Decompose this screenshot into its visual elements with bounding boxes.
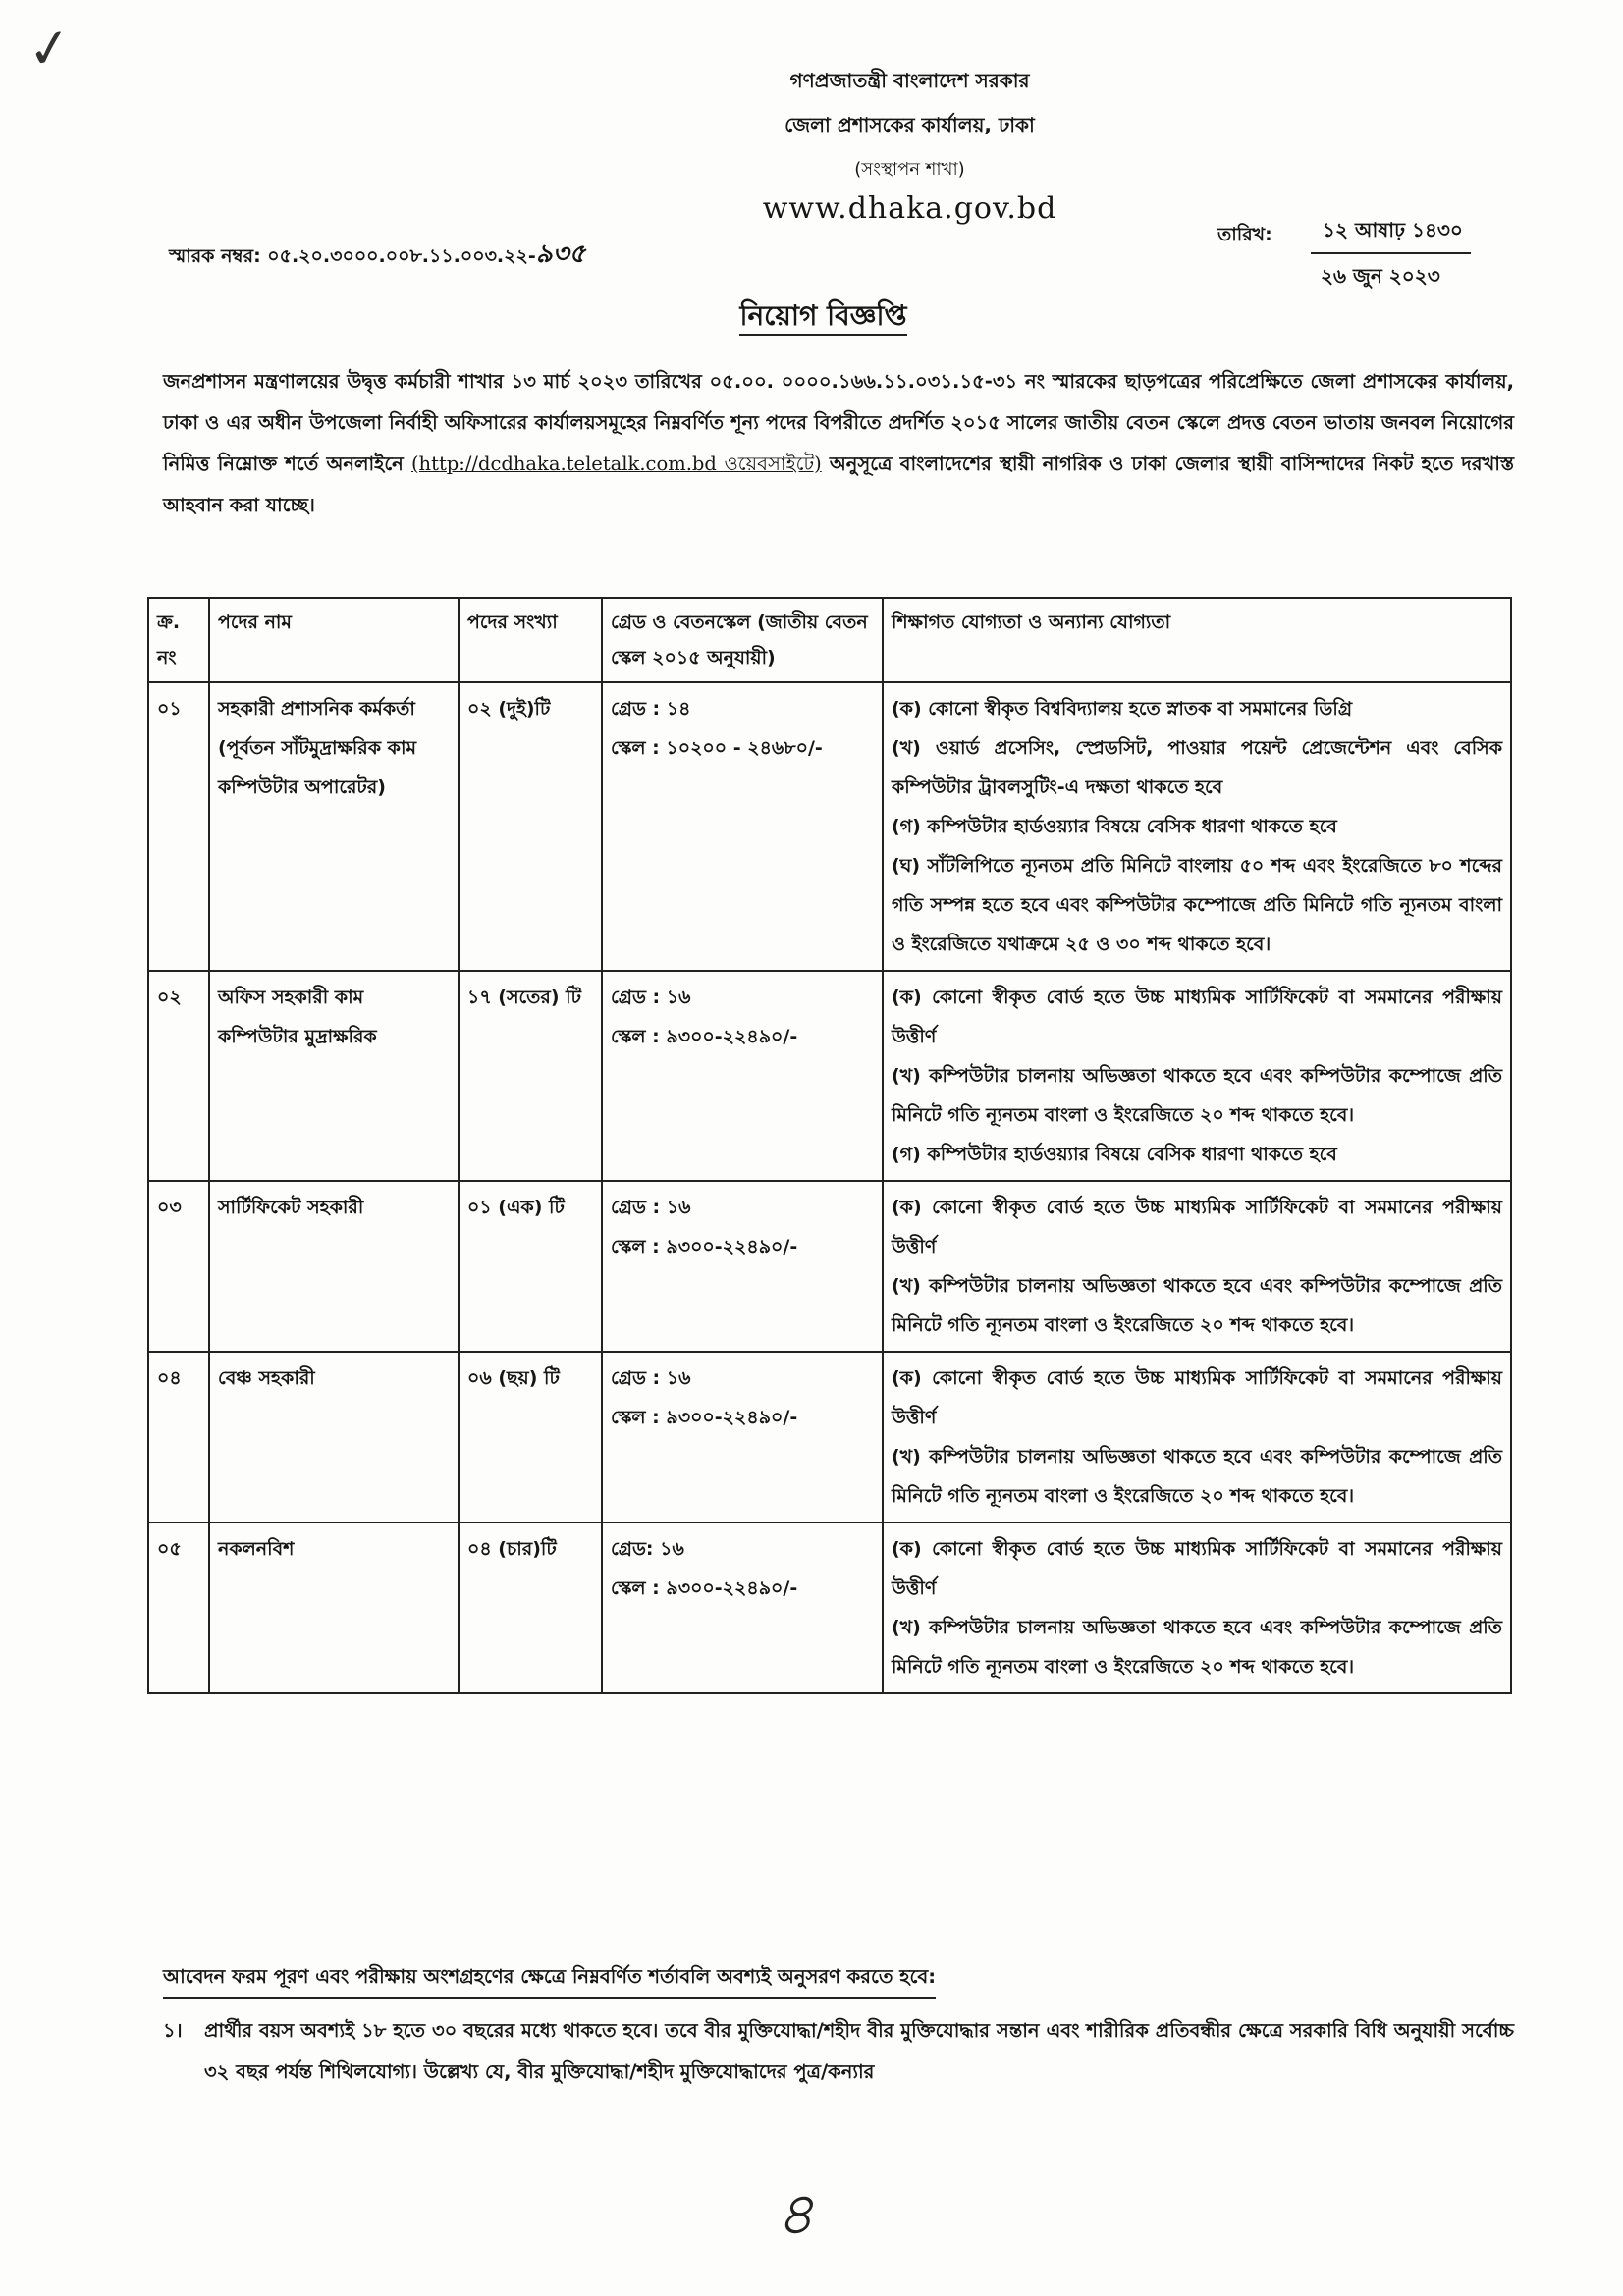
table-row <box>148 1522 1511 1693</box>
cell-post-count: ০৬ (ছয়) টি <box>459 1352 602 1522</box>
table-row <box>148 1352 1511 1522</box>
notice-title: নিয়োগ বিজ্ঞপ্তি <box>0 294 1623 341</box>
check-mark-icon: ✓ <box>23 15 77 82</box>
cell-grade-scale <box>602 1181 883 1352</box>
table-body <box>148 682 1511 1693</box>
cell-qualification <box>883 682 1511 971</box>
header-qualification: শিক্ষাগত যোগ্যতা ও অন্যান্য যোগ্যতা <box>883 598 1511 682</box>
cell-qualification <box>883 1352 1511 1522</box>
date-label: তারিখ: <box>1217 224 1272 245</box>
pay-scale: স্কেল : ৯৩০০-২২৪৯০/- <box>611 1407 798 1428</box>
cell-post-name: সহকারী প্রশাসনিক কর্মকর্তা (পূর্বতন সাঁটমুদ্রাক্ষরিক কাম কম্পিউটার অপারেটর) <box>209 682 459 971</box>
grade: গ্রেড : ১৬ <box>611 1367 691 1389</box>
qualification-item: (খ) কম্পিউটার চালনায় অভিজ্ঞতা থাকতে হবে এবং কম্পিউটার কম্পোজে প্রতি মিনিটে গতি ন্যূনতম বাংলা ও ইংরেজিতে ২০ শব্দ থাকতে হবে। <box>892 1275 1502 1336</box>
cell-post-name: বেঞ্চ সহকারী <box>209 1352 459 1522</box>
pay-scale: স্কেল : ৯৩০০-২২৪৯০/- <box>611 1577 798 1599</box>
cell-serial: ০৫ <box>148 1522 209 1693</box>
qualification-item: (ক) কোনো স্বীকৃত বোর্ড হতে উচ্চ মাধ্যমিক সার্টিফিকেট বা সমমানের পরীক্ষায় উত্তীর্ণ <box>892 987 1502 1047</box>
cell-grade-scale <box>602 682 883 971</box>
cell-grade-scale <box>602 971 883 1181</box>
pay-scale: স্কেল : ১০২০০ - ২৪৬৮০/- <box>611 737 823 759</box>
cell-qualification <box>883 971 1511 1181</box>
grade: গ্রেড : ১৪ <box>611 698 691 720</box>
table-row <box>148 1181 1511 1352</box>
qualification-item: (ক) কোনো স্বীকৃত বোর্ড হতে উচ্চ মাধ্যমিক সার্টিফিকেট বা সমমানের পরীক্ষায় উত্তীর্ণ <box>892 1367 1502 1428</box>
conditions-heading: আবেদন ফরম পূরণ এবং পরীক্ষায় অংশগ্রহণের ক্ষেত্রে নিম্নবর্ণিত শর্তাবলি অবশ্যই অনুসরণ করতে হবে: <box>163 1963 936 1999</box>
condition-item <box>163 2010 1514 2093</box>
condition-text: প্রার্থীর বয়স অবশ্যই ১৮ হতে ৩০ বছরের মধ্যে থাকতে হবে। তবে বীর মুক্তিযোদ্ধা/শহীদ বীর মুক্তিযোদ্ধার সন্তান এবং শারীরিক প্রতিবন্ধীর ক্ষেত্রে সরকারি বিধি অনুযায়ী সর্বোচ্চ ৩২ বছর পর্যন্ত শিথিলযোগ্য। উল্লেখ্য যে, বীর মুক্তিযোদ্ধা/শহীদ মুক্তিযোদ্ধাদের পুত্র/কন্যার <box>204 2019 1514 2083</box>
header-post-count: পদের সংখ্যা <box>459 598 602 682</box>
grade: গ্রেড : ১৬ <box>611 987 691 1008</box>
qualification-item: (গ) কম্পিউটার হার্ডওয়্যার বিষয়ে বেসিক ধারণা থাকতে হবে <box>892 816 1337 837</box>
date-english: ২৬ জুন ২০২৩ <box>1321 264 1440 288</box>
office-name: জেলা প্রশাসকের কার্যালয়, ঢাকা <box>784 113 1035 136</box>
intro-text-1: জনপ্রশাসন মন্ত্রণালয়ের উদ্বৃত্ত কর্মচারী শাখার ১৩ মার্চ ২০২৩ তারিখের ০৫.০০. ০০০০.১৬৬.১১.০৩১.১৫-৩১ নং স্মারকের ছাড়পত্রের পরিপ্রেক্ষিতে জেলা প্রশাসকের কার্যালয়, ঢাকা ও এর অধীন উপজেলা নির্বাহী অফিসারের কার্যালয়সমূহের নিম্নবর্ণিত শূন্য পদের বিপরীতে প্রদর্শিত ২০১৫ সালের জাতীয় বেতন স্কেলে প্রদত্ত বেতন ভাতায় জনবল নিয়োগের নিমিত্ত নিম্নোক্ত শর্তে অনলাইনে <box>163 370 1514 475</box>
cell-post-count: ০৪ (চার)টি <box>459 1522 602 1693</box>
qualification-item: (খ) কম্পিউটার চালনায় অভিজ্ঞতা থাকতে হবে এবং কম্পিউটার কম্পোজে প্রতি মিনিটে গতি ন্যূনতম বাংলা ও ইংরেজিতে ২০ শব্দ থাকতে হবে। <box>892 1065 1502 1126</box>
cell-serial: ০২ <box>148 971 209 1181</box>
cell-post-name: সার্টিফিকেট সহকারী <box>209 1181 459 1352</box>
qualification-item: (খ) কম্পিউটার চালনায় অভিজ্ঞতা থাকতে হবে এবং কম্পিউটার কম্পোজে প্রতি মিনিটে গতি ন্যূনতম বাংলা ও ইংরেজিতে ২০ শব্দ থাকতে হবে। <box>892 1617 1502 1678</box>
cell-post-count: ০১ (এক) টি <box>459 1181 602 1352</box>
application-link[interactable]: (http://dcdhaka.teletalk.com.bd ওয়েবসাইটে) <box>410 453 822 475</box>
grade: গ্রেড : ১৬ <box>611 1197 691 1218</box>
table-row <box>148 682 1511 971</box>
cell-serial: ০১ <box>148 682 209 971</box>
vacancy-table <box>147 597 1512 1694</box>
intro-text-2: অনুসূত্রে বাংলাদেশের স্থায়ী নাগরিক ও ঢাকা জেলার স্থায়ী বাসিন্দাদের নিকট হতে দরখাস্ত আহবান করা যাচ্ছে। <box>163 453 1514 516</box>
cell-grade-scale <box>602 1352 883 1522</box>
grade: গ্রেড: ১৬ <box>611 1538 684 1560</box>
table-row <box>148 971 1511 1181</box>
qualification-item: (খ) কম্পিউটার চালনায় অভিজ্ঞতা থাকতে হবে এবং কম্পিউটার কম্পোজে প্রতি মিনিটে গতি ন্যূনতম বাংলা ও ইংরেজিতে ২০ শব্দ থাকতে হবে। <box>892 1446 1502 1507</box>
qualification-item: (ক) কোনো স্বীকৃত বোর্ড হতে উচ্চ মাধ্যমিক সার্টিফিকেট বা সমমানের পরীক্ষায় উত্তীর্ণ <box>892 1197 1502 1257</box>
website-link[interactable]: www.dhaka.gov.bd <box>762 191 1057 226</box>
page-number-handwritten: ৪ <box>776 2180 814 2249</box>
conditions-list <box>163 2010 1514 2093</box>
letterhead <box>0 67 1623 226</box>
cell-grade-scale <box>602 1522 883 1693</box>
table-header-row <box>148 598 1511 682</box>
memo-label: স্মারক নম্বর: ০৫.২০.৩০০০.০০৮.১১.০০৩.২২- <box>169 245 536 267</box>
qualification-item: (ক) কোনো স্বীকৃত বিশ্ববিদ্যালয় হতে স্নাতক বা সমমানের ডিগ্রি <box>892 698 1353 720</box>
condition-number: ১। <box>163 2019 183 2042</box>
date-values <box>1311 216 1471 294</box>
cell-post-count: ০২ (দুই)টি <box>459 682 602 971</box>
pay-scale: স্কেল : ৯৩০০-২২৪৯০/- <box>611 1236 798 1257</box>
date-bangla: ১২ আষাঢ় ১৪৩০ <box>1311 216 1471 254</box>
qualification-item: (ক) কোনো স্বীকৃত বোর্ড হতে উচ্চ মাধ্যমিক সার্টিফিকেট বা সমমানের পরীক্ষায় উত্তীর্ণ <box>892 1538 1502 1599</box>
pay-scale: স্কেল : ৯৩০০-২২৪৯০/- <box>611 1026 798 1047</box>
cell-serial: ০৪ <box>148 1352 209 1522</box>
qualification-item: (ঘ) সাঁটলিপিতে ন্যূনতম প্রতি মিনিটে বাংলায় ৫০ শব্দ এবং ইংরেজিতে ৮০ শব্দের গতি সম্পন্ন হতে হবে এবং কম্পিউটার কম্পোজে প্রতি মিনিটে গতি ন্যূনতম বাংলা ও ইংরেজিতে যথাক্রমে ২৫ ও ৩০ শব্দ থাকতে হবে। <box>892 855 1502 955</box>
cell-post-name: নকলনবিশ <box>209 1522 459 1693</box>
qualification-item: (গ) কম্পিউটার হার্ডওয়্যার বিষয়ে বেসিক ধারণা থাকতে হবে <box>892 1144 1337 1165</box>
memo-number-handwritten: ৯৩৫ <box>535 240 586 269</box>
conditions-section <box>163 1963 1514 2093</box>
cell-qualification <box>883 1181 1511 1352</box>
cell-post-count: ১৭ (সতের) টি <box>459 971 602 1181</box>
header-serial: ক্র. নং <box>148 598 209 682</box>
header-post-name: পদের নাম <box>209 598 459 682</box>
cell-post-name: অফিস সহকারী কাম কম্পিউটার মুদ্রাক্ষরিক <box>209 971 459 1181</box>
section-name: (সংস্থাপন শাখা) <box>854 159 965 180</box>
cell-serial: ০৩ <box>148 1181 209 1352</box>
govt-name: গণপ্রজাতন্ত্রী বাংলাদেশ সরকার <box>789 69 1030 92</box>
header-grade-scale: গ্রেড ও বেতনস্কেল (জাতীয় বেতন স্কেল ২০১৫ অনুযায়ী) <box>602 598 883 682</box>
qualification-item: (খ) ওয়ার্ড প্রসেসিং, স্প্রেডসিট, পাওয়ার পয়েন্ট প্রেজেন্টেশন এবং বেসিক কম্পিউটার ট্রাবলসুটিং-এ দক্ষতা থাকতে হবে <box>892 737 1502 798</box>
intro-paragraph <box>163 361 1514 526</box>
cell-qualification <box>883 1522 1511 1693</box>
memo-number <box>169 234 585 277</box>
